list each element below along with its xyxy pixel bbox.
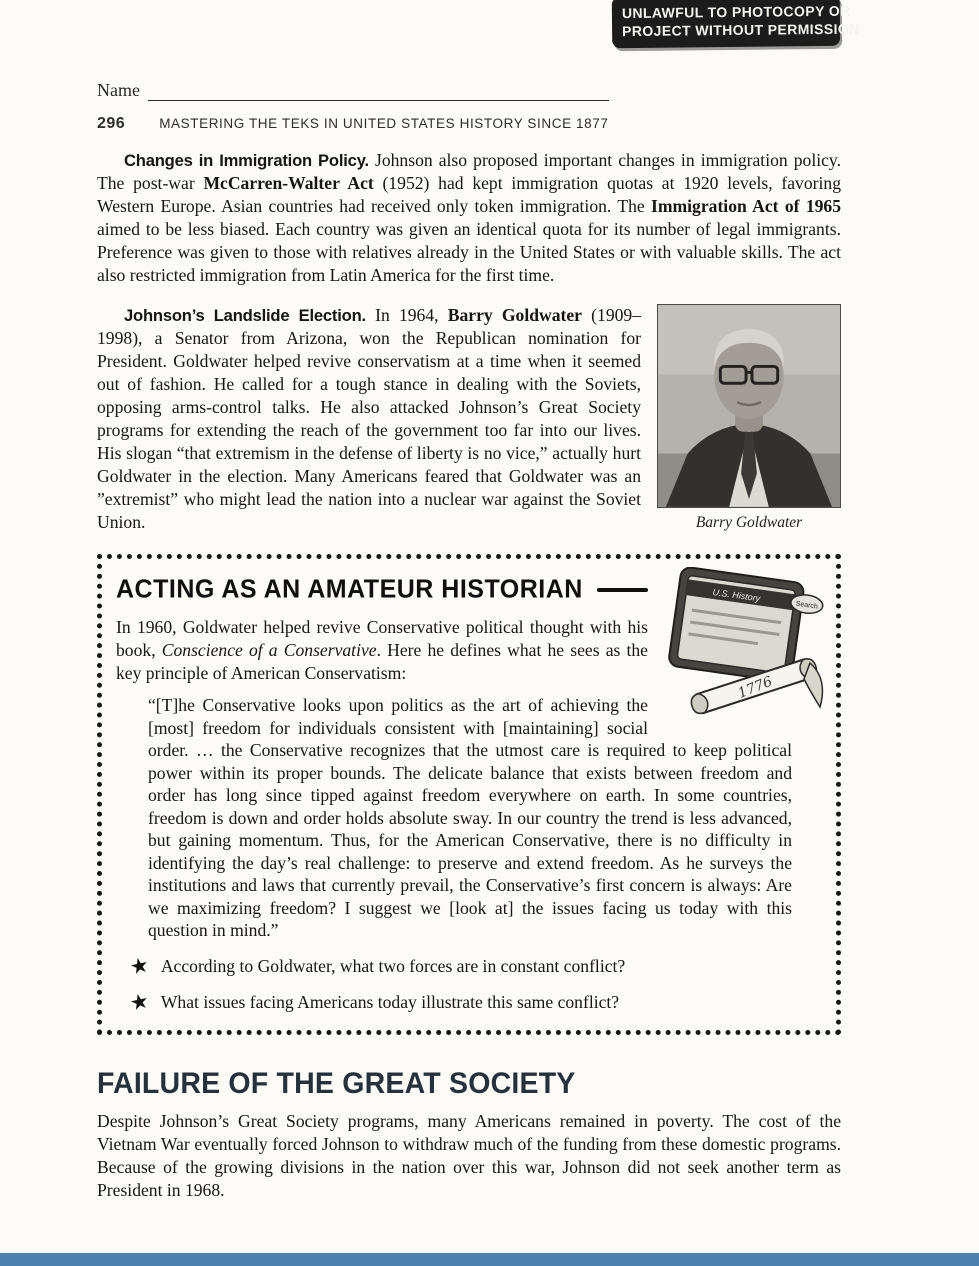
landslide-section <box>97 304 841 534</box>
historian-question-1 <box>127 951 822 980</box>
immigration-runin-heading: Changes in Immigration Policy. <box>124 151 369 170</box>
historian-question-1-text: According to Goldwater, what two forces are in constant conflict? <box>160 955 626 976</box>
quill-feather-icon <box>804 663 822 707</box>
scroll-1776-label: 1776 <box>735 673 775 702</box>
tablet-search-button-label: Search <box>795 600 819 611</box>
page-number: 296 <box>97 115 126 132</box>
failure-section-paragraph: Despite Johnson’s Great Society programs, many Americans remained in poverty. The cost of the Vietnam War eventually forced Johnson to withdraw much of the funding from these domestic programs. Because of the growing divisions in the nation over this war, Johnson did not seek another term as President in 1968. <box>97 1110 841 1200</box>
landslide-seg1: In 1964, <box>365 305 448 325</box>
name-label: Name <box>97 80 140 100</box>
amateur-historian-box <box>97 554 841 1035</box>
historian-title-rule <box>597 588 648 592</box>
tablet-screen-label: U.S. History <box>711 586 761 604</box>
page-content <box>97 0 860 1202</box>
landslide-runin-heading: Johnson’s Landslide Election. <box>124 306 366 325</box>
immigration-bold-act1965: Immigration Act of 1965 <box>651 196 842 216</box>
historian-question-2-text: What issues facing Americans today illustrate this same conflict? <box>160 991 620 1012</box>
running-title: MASTERING THE TEKS IN UNITED STATES HISTORY SINCE 1877 <box>159 116 609 131</box>
copyright-badge-line1: UNLAWFUL TO PHOTOCOPY OR <box>621 2 851 22</box>
landslide-seg2: (1909–1998), a Senator from Arizona, won the Republican nomination for President. Goldwater helped revive conservatism at a time when it seemed out of fashion. He called for a tough stance in dealing with the Soviets, opposing arms-control talks. He also attacked Johnson’s Great Society programs for extending the reach of the government too far into our lives. His slogan “that extremism in the defense of liberty is no vice,” actually hurt Goldwater in the election. Many Americans feared that Goldwater was an ”extremist” who might lead the nation into a nuclear war against the Soviet Union. <box>97 305 642 532</box>
star-icon: ★ <box>127 951 152 980</box>
immigration-seg3: aimed to be less biased. Each country was given an identical quota for its number of legal immigrants. Preference was given to those with relatives already in the United States or with valuable skills. The act also restricted immigration from Latin America for the first time. <box>97 219 841 285</box>
historian-intro-seg1: In 1960, Goldwater helped revive Conservative political thought with his book, <box>116 617 648 660</box>
tablet-scroll-illustration <box>660 567 828 725</box>
footer-color-bar <box>0 1253 979 1266</box>
goldwater-photo-caption: Barry Goldwater <box>695 514 803 531</box>
copyright-badge <box>612 0 860 48</box>
immigration-paragraph <box>97 149 841 287</box>
goldwater-quote: “[T]he Conservative looks upon politics as the art of achieving the [most] freedom for individuals consistent with [maintaining] social order. … the Conservative recognizes that the utmost care is required to keep political power within its proper bounds. The delicate balance that exists between freedom and order has long since tipped against freedom everywhere on earth. In some countries, freedom is down and order holds absolute sway. In our country the trend is less advanced, but gaining momentum. Thus, for the American Conservative, there is no difficulty in identifying the day’s real challenge: to preserve and extend freedom. As he surveys the institutions and laws that currently prevail, the Conservative’s first concern is always: Are we maximizing freedom? I suggest we [look at] the issues facing us today with this question in mind.” <box>148 695 792 940</box>
failure-section-heading: FAILURE OF THE GREAT SOCIETY <box>97 1066 576 1100</box>
historian-intro-seg2: . Here he defines what he sees as the key principle of American Conservatism: <box>116 640 648 683</box>
immigration-seg1: Johnson also proposed important changes in immigration policy. The post-war <box>97 150 841 193</box>
historian-box-title: ACTING AS AN AMATEUR HISTORIAN <box>116 574 583 604</box>
goldwater-photo-block <box>657 304 841 532</box>
landslide-bold-goldwater: Barry Goldwater <box>447 305 582 325</box>
historian-title-row <box>116 575 648 604</box>
goldwater-portrait-image <box>657 304 841 508</box>
name-row <box>97 2 860 101</box>
running-head <box>97 115 841 133</box>
historian-intro-book-title: Conscience of a Conservative <box>161 640 377 660</box>
star-icon: ★ <box>127 987 152 1016</box>
historian-question-2 <box>127 987 822 1016</box>
immigration-bold-mccarren: McCarren-Walter Act <box>203 173 374 193</box>
immigration-seg2: (1952) had kept immigration quotas at 1920 levels, favoring Western Europe. Asian countries had received only token immigration. The <box>97 173 841 216</box>
copyright-badge-line2: PROJECT WITHOUT PERMISSION <box>622 20 860 40</box>
name-write-line <box>148 100 609 101</box>
